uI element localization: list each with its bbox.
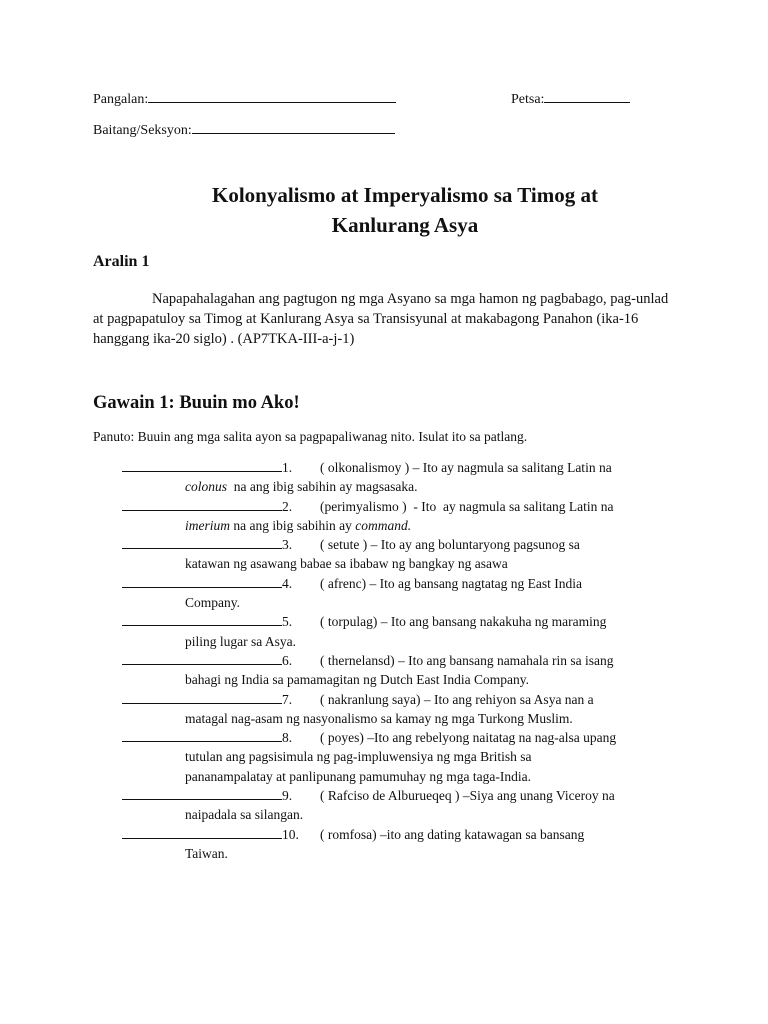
item-clue: ( thernelansd) – Ito ang bansang namahala rin sa isang: [320, 652, 614, 668]
answer-blank[interactable]: [122, 728, 282, 742]
question-item-1: [122, 458, 722, 497]
item-clue-cont: tutulan ang pagsisimula ng pag-impluwensiya ng mga British sa: [185, 749, 532, 765]
page-title: [100, 180, 710, 240]
answer-blank[interactable]: [122, 786, 282, 800]
item-number: 3.: [282, 537, 293, 553]
answer-blank[interactable]: [122, 690, 282, 704]
item-clue-cont: piling lugar sa Asya.: [185, 633, 296, 649]
question-item-6: [122, 651, 722, 690]
answer-blank[interactable]: [122, 825, 282, 839]
item-clue: ( nakranlung saya) – Ito ang rehiyon sa Asya nan a: [320, 691, 594, 707]
italic-term: imerium: [185, 517, 230, 533]
item-clue: ( setute ) – Ito ay ang boluntaryong pagsunog sa: [320, 537, 580, 553]
item-number: 10.: [282, 826, 299, 842]
section-label: Baitang/Seksyon:: [93, 123, 192, 138]
title-line-1: Kolonyalismo at Imperyalismo sa Timog at: [212, 183, 598, 207]
question-item-7: [122, 690, 722, 729]
question-item-3: [122, 535, 722, 574]
name-blank[interactable]: [148, 89, 396, 103]
question-list: [122, 458, 722, 863]
item-clue-cont-2: pananampalatay at panlipunang pamumuhay ng mga taga-India.: [185, 768, 532, 784]
activity-heading: Gawain 1: Buuin mo Ako!: [93, 393, 300, 413]
answer-blank[interactable]: [122, 535, 282, 549]
item-clue-cont: katawan ng asawang babae sa ibabaw ng bangkay ng asawa: [185, 556, 508, 572]
answer-blank[interactable]: [122, 651, 282, 665]
item-clue-cont: na ang ibig sabihin ay: [230, 517, 356, 533]
item-number: 8.: [282, 730, 293, 746]
item-clue-cont: naipadala sa silangan.: [185, 807, 304, 823]
answer-blank[interactable]: [122, 458, 282, 472]
item-number: 6.: [282, 652, 293, 668]
item-clue: ( olkonalismoy ) – Ito ay nagmula sa salitang Latin na: [320, 460, 612, 475]
item-clue-cont: bahagi ng India sa pamamagitan ng Dutch East India Company.: [185, 672, 530, 688]
lesson-heading: Aralin 1: [93, 253, 150, 270]
section-blank[interactable]: [192, 120, 395, 134]
item-number: 9.: [282, 788, 293, 804]
item-clue-cont: matagal nag-asam ng nasyonalismo sa kamay ng mga Turkong Muslim.: [185, 710, 573, 726]
question-item-5: [122, 612, 722, 651]
item-number: 1.: [282, 460, 293, 475]
date-blank[interactable]: [544, 89, 630, 103]
item-number: 5.: [282, 614, 293, 630]
item-clue: ( afrenc) – Ito ag bansang nagtatag ng East India: [320, 575, 583, 591]
item-number: 7.: [282, 691, 293, 707]
item-clue-cont: Company.: [185, 595, 240, 611]
item-clue: ( torpulag) – Ito ang bansang nakakuha ng maraming: [320, 614, 607, 630]
answer-blank[interactable]: [122, 574, 282, 588]
item-number: 4.: [282, 575, 293, 591]
question-item-4: [122, 574, 722, 613]
item-clue: (perimyalismo ) - Ito ay nagmula sa salitang Latin na: [320, 498, 614, 514]
question-item-9: [122, 786, 722, 825]
question-item-8: [122, 728, 722, 786]
italic-term: colonus: [185, 479, 227, 495]
item-number: 2.: [282, 498, 293, 514]
item-clue-cont: na ang ibig sabihin ay magsasaka.: [227, 479, 418, 495]
item-clue-cont: Taiwan.: [185, 845, 228, 861]
question-item-2: [122, 497, 722, 536]
date-field: [511, 89, 630, 108]
date-label: Petsa:: [511, 92, 545, 107]
item-clue: ( poyes) –Ito ang rebelyong naitatag na nag-alsa upang: [320, 730, 617, 746]
section-field: [93, 120, 395, 139]
instructions: Panuto: Buuin ang mga salita ayon sa pagpapaliwanag nito. Isulat ito sa patlang.: [93, 429, 528, 444]
item-clue: ( Rafciso de Alburueqeq ) –Siya ang unang Viceroy na: [320, 788, 615, 804]
question-item-10: [122, 825, 722, 864]
name-field: [93, 89, 396, 108]
title-line-2: Kanlurang Asya: [331, 213, 479, 237]
answer-blank[interactable]: [122, 612, 282, 626]
italic-term-2: command.: [355, 517, 412, 533]
lesson-objective: Napapahalagahan ang pagtugon ng mga Asyano sa mga hamon ng pagbabago, pag-unlad at pagpapatuloy sa Timog at Kanlurang Asya sa Transisyunal at makabagong Panahon (ika-16 hanggang ika-20 siglo) . (AP7TKA-III-a-j-1): [93, 291, 669, 347]
name-label: Pangalan:: [93, 92, 149, 107]
answer-blank[interactable]: [122, 497, 282, 511]
item-clue: ( romfosa) –ito ang dating katawagan sa bansang: [320, 826, 585, 842]
